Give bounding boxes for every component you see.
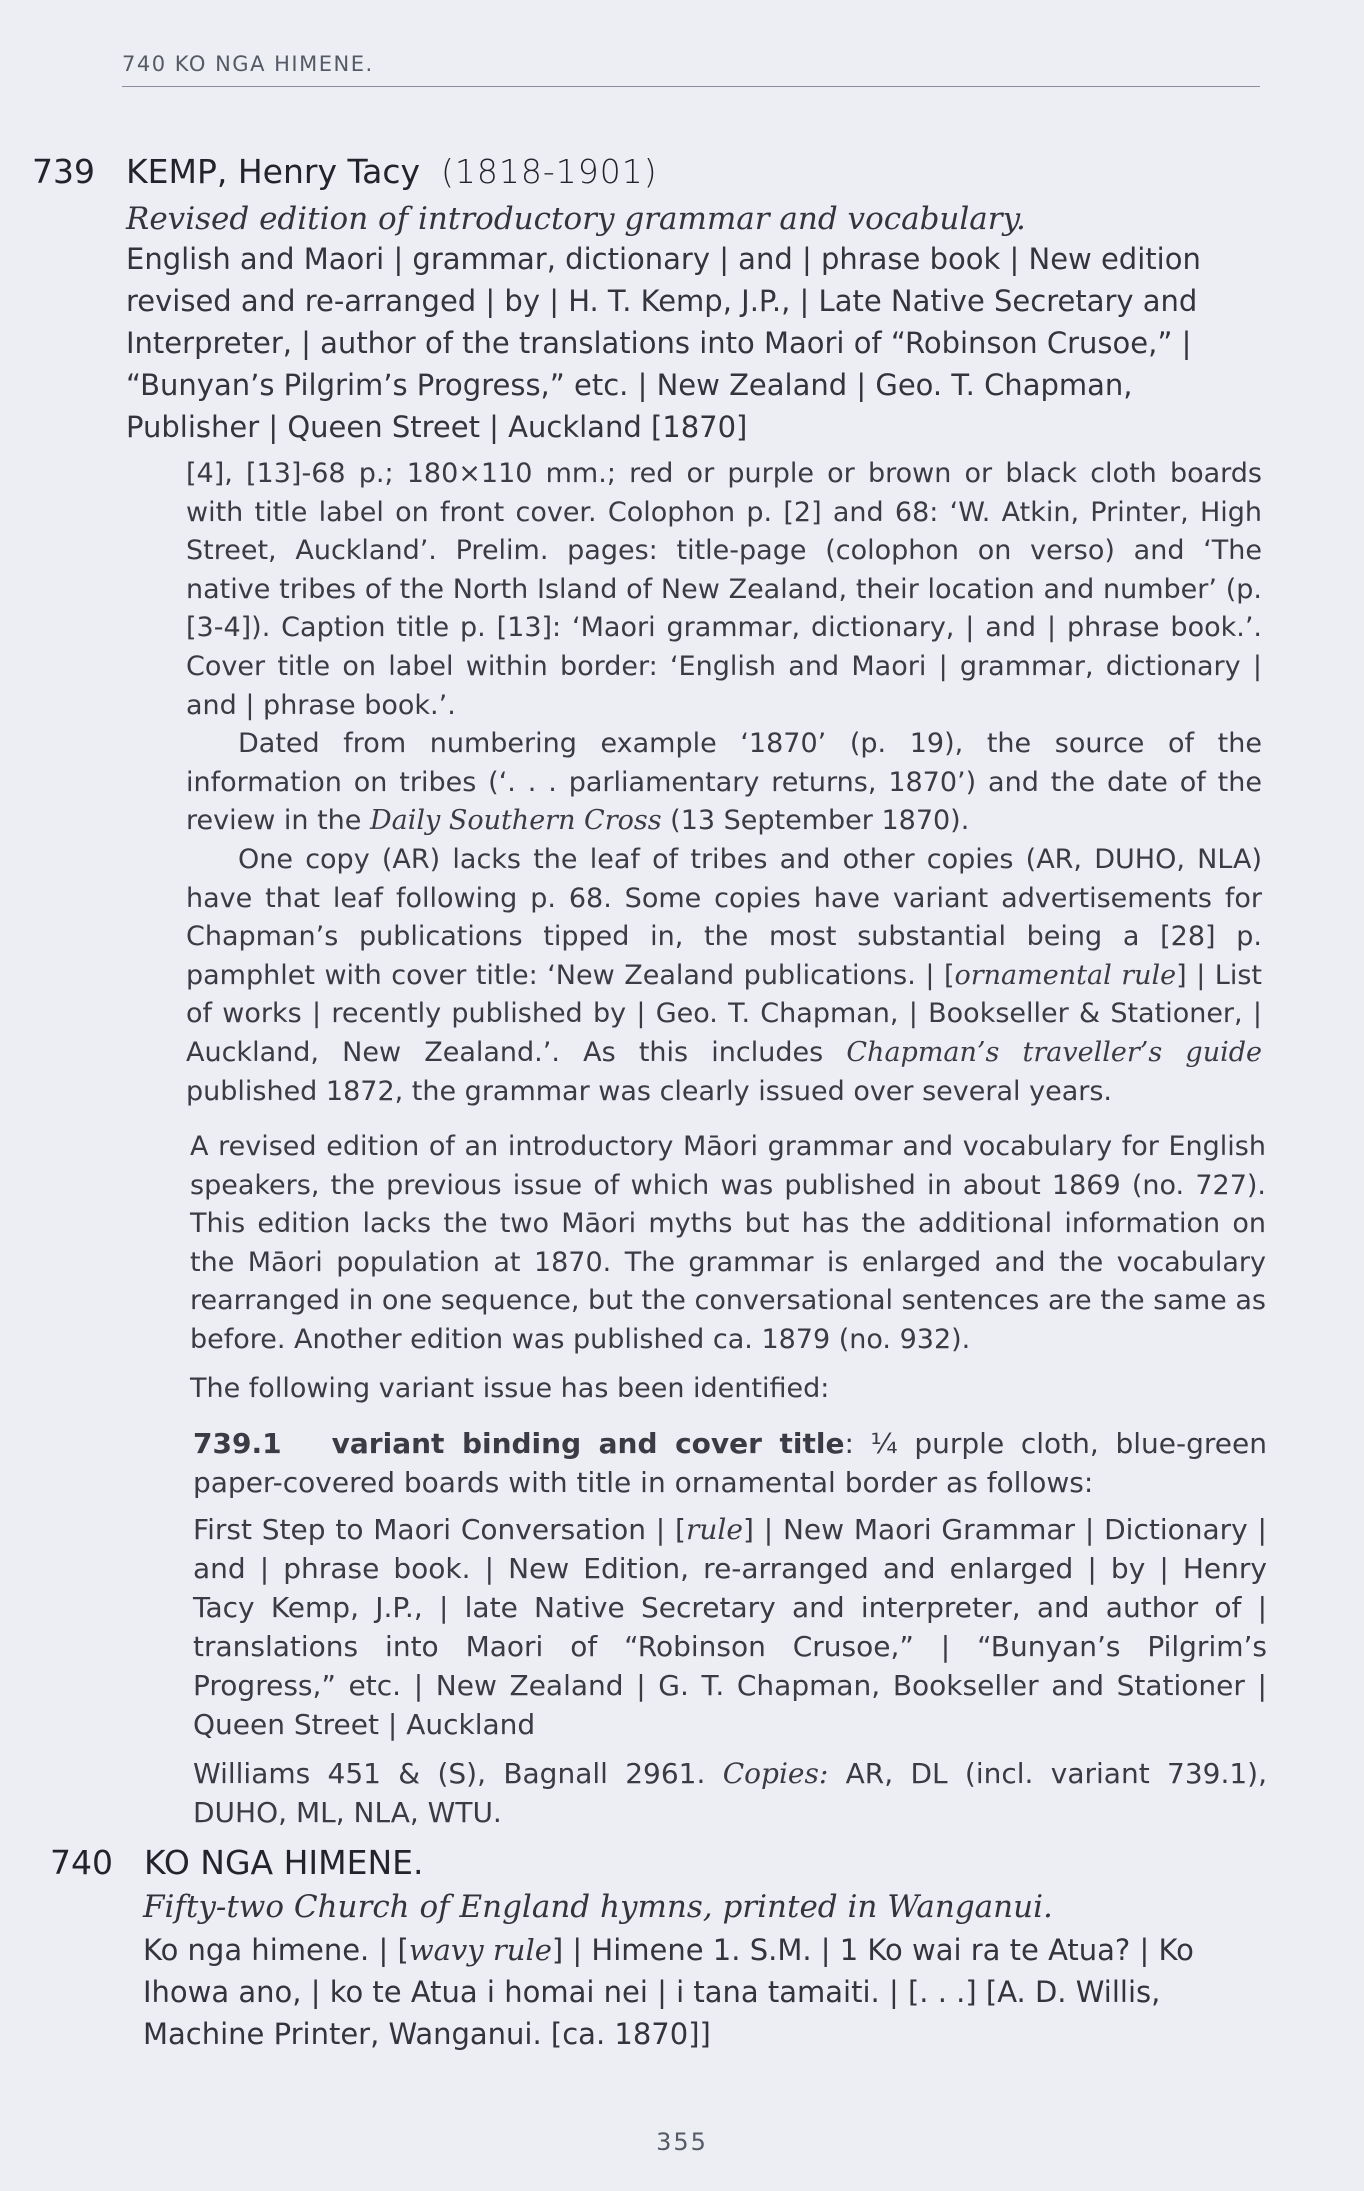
entry-739-transcription [126, 238, 1266, 448]
variant-heading: 739.1 variant binding and cover title: ¼ purple cloth, blue-green paper-covered boards with title in ornamental border as follows: [193, 1427, 1267, 1499]
variant-cover-title: First Step to Maori Conversation | [rule] | New Maori Grammar | Dictionary | and | phrase book. | New Edition, re-arranged and enlarged | by | Henry Tacy Kemp, J.P., | late Native Secretary and interpreter, and author of | translations into Maori of “Robinson Crusoe,” | “Bunyan’s Pilgrim’s Progress,” etc. | New Zealand | G. T. Chapman, Bookseller and Stationer | Queen Street | Auckland [193, 1513, 1267, 1741]
transcription-line: Ko nga himene. | [wavy rule] | Himene 1. S.M. | 1 Ko wai ra te Atua? | Ko [143, 1933, 1194, 1967]
transcription-line: English and Maori | grammar, dictionary | and | phrase book | New edition [126, 242, 1201, 276]
entry-739-heading [32, 152, 658, 191]
running-head: 740 KO NGA HIMENE. [122, 52, 1260, 87]
transcription-line: “Bunyan’s Pilgrim’s Progress,” etc. | New Zealand | Geo. T. Chapman, [126, 368, 1133, 402]
collation-note: [4], [13]-68 p.; 180×110 mm.; red or purple or brown or black cloth boards with title label on front cover. Colophon p. [2] and 68: ‘W. Atkin, Printer, High Street, Auckland’. Prelim. pages: title-page (colophon on verso) and ‘The native tribes of the North Island of New Zealand, their location and number’ (p. [3-4]). Caption title p. [13]: ‘Maori grammar, dictionary, | and | phrase book.’. Cover title on label within border: ‘English and Maori | grammar, dictionary | and | phrase book.’. [186, 458, 1262, 721]
entry-740-transcription [143, 1929, 1263, 2055]
entry-dates: (1818-1901) [441, 152, 658, 191]
entry-title: KO NGA HIMENE. [144, 1843, 424, 1882]
copy-note: One copy (AR) lacks the leaf of tribes and other copies (AR, DUHO, NLA) have that leaf following p. 68. Some copies have variant advertisements for Chapman’s publications tipped in, the most substantial being a [28] p. pamphlet with cover title: ‘New Zealand publications. | [ornamental rule] | List of works | recently published by | Geo. T. Chapman, | Bookseller & Stationer, | Auckland, New Zealand.’. As this includes Chapman’s traveller’s guide published 1872, the grammar was clearly issued over several years. [186, 843, 1262, 1107]
entry-number: 740 [50, 1843, 113, 1882]
transcription-line: Interpreter, | author of the translations into Maori of “Robinson Crusoe,” | [126, 326, 1192, 360]
entry-740-heading [50, 1843, 424, 1882]
description-paragraph: A revised edition of an introductory Māori grammar and vocabulary for English speakers, the previous issue of which was published in about 1869 (no. 727). This edition lacks the two Māori myths but has the additional information on the Māori population at 1870. The grammar is enlarged and the vocabulary rearranged in one sequence, but the conversational sentences are the same as before. Another edition was published ca. 1879 (no. 932). [190, 1131, 1266, 1355]
variant-739-1 [193, 1424, 1267, 1832]
variant-intro: The following variant issue has been identified: [190, 1372, 830, 1404]
transcription-line: Machine Printer, Wanganui. [ca. 1870]] [143, 2017, 711, 2051]
transcription-line: Ihowa ano, | ko te Atua i homai nei | i tana tamaiti. | [. . .] [A. D. Willis, [143, 1975, 1161, 2009]
references-and-copies: Williams 451 & (S), Bagnall 2961. Copies: AR, DL (incl. variant 739.1), DUHO, ML, NLA, WTU. [193, 1757, 1267, 1829]
transcription-line: Publisher | Queen Street | Auckland [1870] [126, 410, 748, 444]
transcription-line: revised and re-arranged | by | H. T. Kemp, J.P., | Late Native Secretary and [126, 284, 1198, 318]
dated-note: Dated from numbering example ‘1870’ (p. 19), the source of the information on tribes (‘. . . parliamentary returns, 1870’) and the date of the review in the Daily Southern Cross (13 September 1870). [186, 728, 1262, 837]
page-number: 355 [656, 2128, 708, 2156]
entry-number: 739 [32, 152, 95, 191]
entry-739-subtitle: Revised edition of introductory grammar and vocabulary. [126, 201, 1026, 237]
entry-740-subtitle: Fifty-two Church of England hymns, printed in Wanganui. [143, 1889, 1053, 1925]
entry-author: KEMP, Henry Tacy [126, 152, 421, 191]
entry-739-notes [186, 455, 1262, 1111]
entry-739-description [190, 1128, 1266, 1408]
